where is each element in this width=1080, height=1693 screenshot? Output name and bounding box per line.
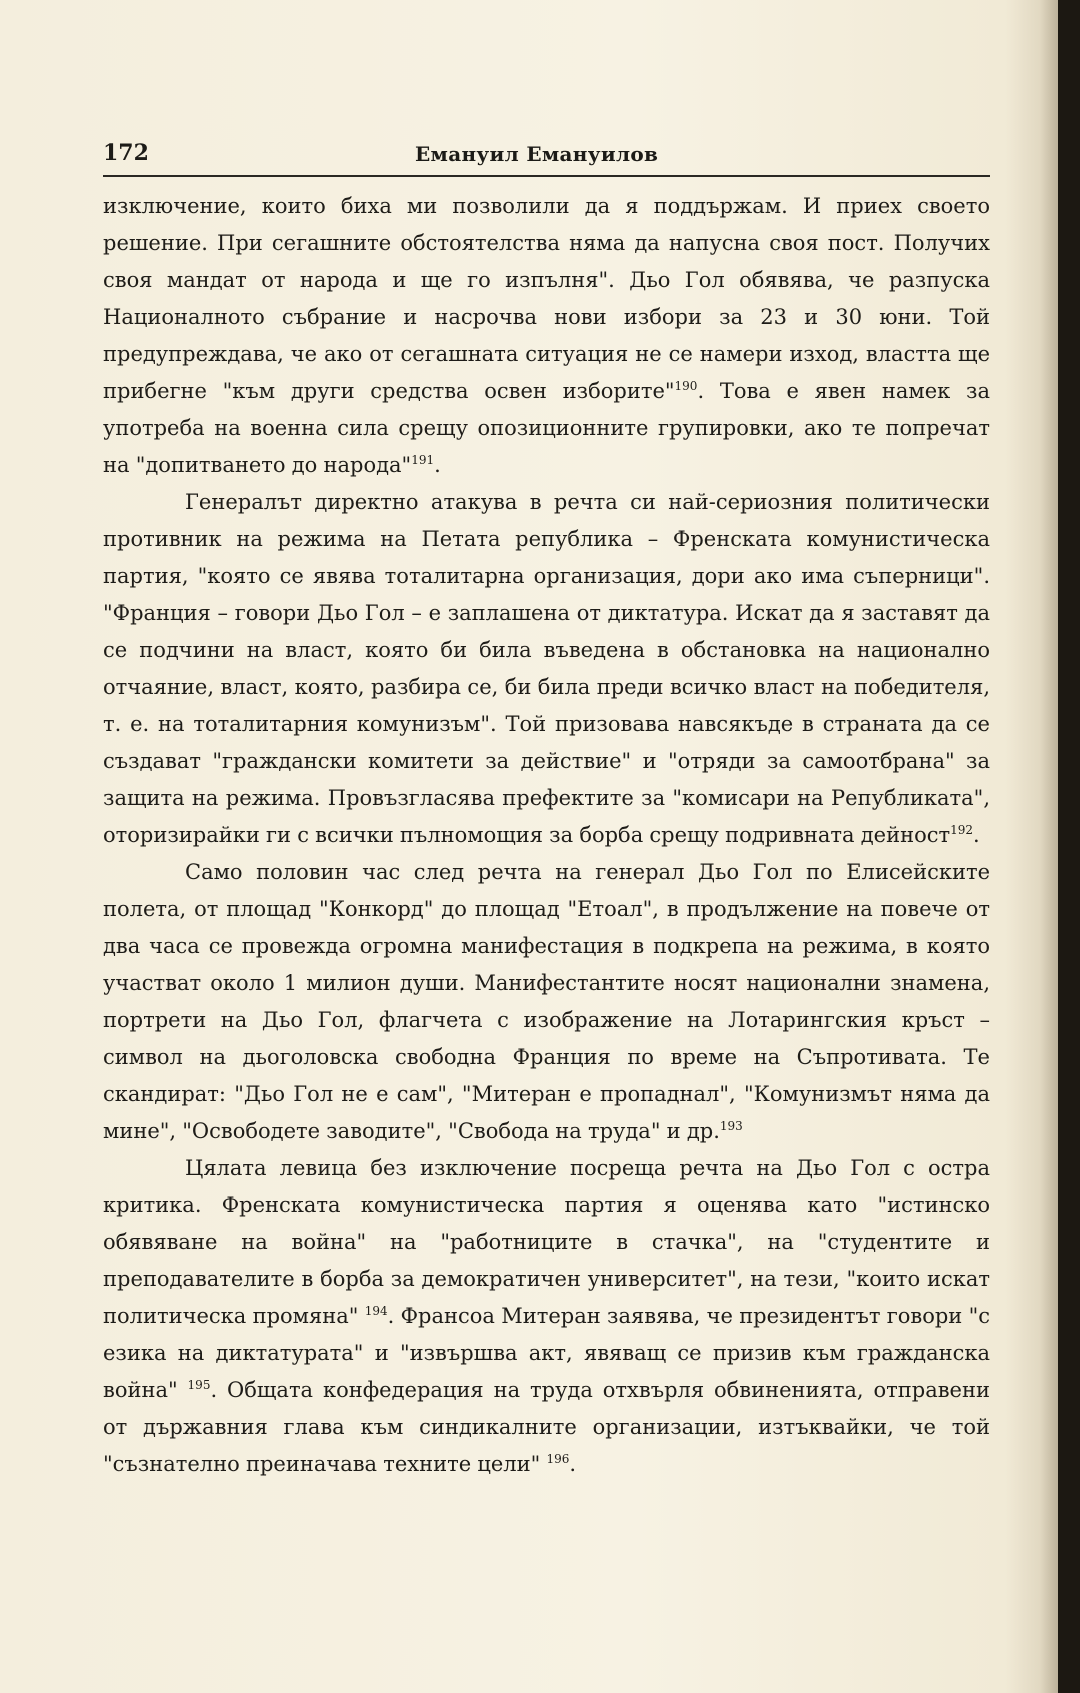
paragraph [103, 484, 990, 854]
footnote-ref: 195 [187, 1378, 211, 1392]
text-run: изключение, които биха ми позволили да я поддържам. И приех своето решение. При сегашните обстоятелства няма да напусна своя пост. Получих своя мандат от народа и ще го изпълня". Дьо Гол обявява, че разпуска Националното събрание и насрочва нови избори за 23 и 30 юни. Той предупреждава, че ако от сегашната ситуация не се намери изход, властта ще прибегне "към други средства освен изборите" [103, 194, 990, 403]
page-edge-shadow [1040, 0, 1058, 1693]
text-run: . Това е явен намек за употреба на военна сила срещу опозиционните групировки, ако те попречат на "допитването до народа" [103, 379, 990, 477]
text-run: Генералът директно атакува в речта си най-сериозния политически противник на режима на Петата република – Френската комунистическа партия, "която се явява тоталитарна организация, дори ако има съперници". "Франция – говори Дьо Гол – е заплашена от диктатура. Искат да я заставят да се подчини на власт, която би била въведена в обстановка на национално отчаяние, власт, която, разбира се, би била преди всичко власт на победителя, т. е. на тоталитарния комунизъм". Той призовава навсякъде в страната да се създават "граждански комитети за действие" и "отряди за самоотбрана" за защита на режима. Провъзгласява префектите за "комисари на Републиката", оторизирайки ги с всички пълномощия за борба срещу подривната дейност [103, 490, 990, 847]
body-text [103, 188, 990, 1483]
page-header [103, 140, 990, 174]
text-run: Цялата левица без изключение посреща речта на Дьо Гол с остра критика. Френската комунистическа партия я оценява като "истинско обявяване на война" на "работниците в стачка", на "студентите и преподавателите в борба за демократичен университет", на тези, "които искат политическа промяна" [103, 1156, 990, 1328]
footnote-ref: 192 [950, 823, 974, 837]
paragraph [103, 854, 990, 1150]
footnote-ref: 191 [411, 453, 435, 467]
text-run: . [569, 1452, 577, 1476]
text-run: Само половин час след речта на генерал Дьо Гол по Елисейските полета, от площад "Конкорд" до площад "Етоал", в продължение на повече от два часа се провежда огромна манифестация в подкрепа на режима, в която участват около 1 милион души. Манифестантите носят национални знамена, портрети на Дьо Гол, флагчета с изображение на Лотарингския кръст – символ на дьоголовска свободна Франция по време на Съпротивата. Те скандират: "Дьо Гол не е сам", "Митеран е пропаднал", "Комунизмът няма да мине", "Освободете заводите", "Свобода на труда" и др. [103, 860, 990, 1143]
footnote-ref: 196 [546, 1452, 570, 1466]
text-run: . [434, 453, 441, 477]
page-number: 172 [103, 140, 149, 166]
running-title: Емануил Емануилов [415, 142, 659, 166]
footnote-ref: 190 [674, 379, 698, 393]
footnote-ref: 194 [364, 1304, 388, 1318]
text-run: . Общата конфедерация на труда отхвърля обвиненията, отправени от държавния глава към синдикалните организации, изтъквайки, че той "съзнателно преиначава техните цели" [103, 1378, 990, 1476]
paragraph [103, 1150, 990, 1483]
text-run: . Франсоа Митеран заявява, че президентът говори "с езика на диктатурата" и "извършва акт, явяващ се призив към гражданска война" [103, 1304, 991, 1402]
footnote-ref: 193 [719, 1119, 743, 1133]
text-run: . [973, 823, 980, 847]
paragraph [103, 188, 990, 484]
header-rule [103, 175, 990, 177]
